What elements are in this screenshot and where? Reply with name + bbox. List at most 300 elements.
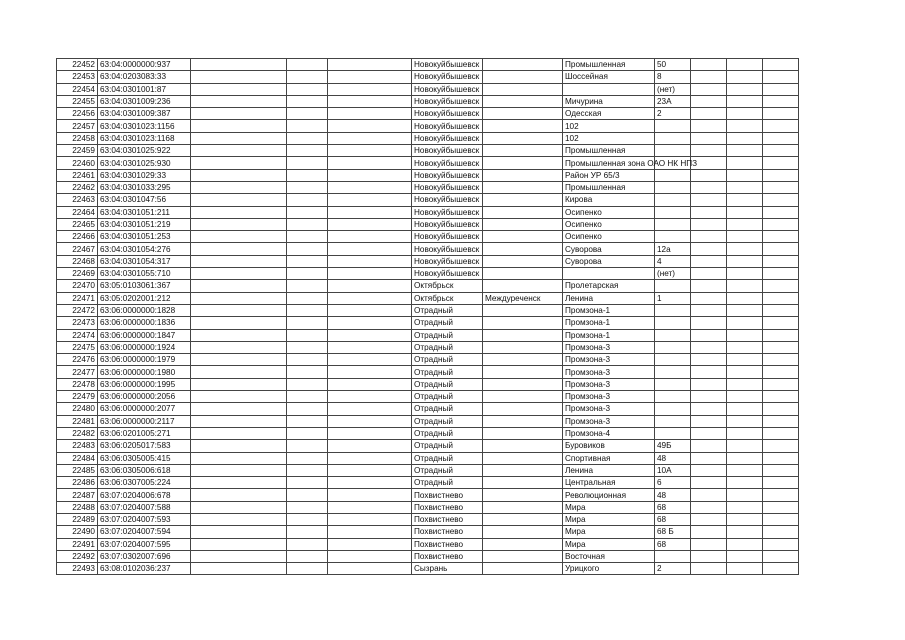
- empty-cell[interactable]: [763, 304, 799, 316]
- city-cell[interactable]: Похвистнево: [412, 501, 483, 513]
- house-cell[interactable]: 68: [655, 501, 691, 513]
- row-number-cell[interactable]: 22465: [57, 218, 98, 230]
- empty-cell[interactable]: [691, 440, 727, 452]
- empty-cell[interactable]: [287, 83, 328, 95]
- city-cell[interactable]: Отрадный: [412, 354, 483, 366]
- empty-cell[interactable]: [763, 427, 799, 439]
- street-cell[interactable]: Промзона-3: [563, 391, 655, 403]
- street-cell[interactable]: Промышленная: [563, 145, 655, 157]
- locality-cell[interactable]: [483, 452, 563, 464]
- empty-cell[interactable]: [727, 83, 763, 95]
- row-number-cell[interactable]: 22459: [57, 145, 98, 157]
- empty-cell[interactable]: [287, 415, 328, 427]
- empty-cell[interactable]: [691, 526, 727, 538]
- empty-cell[interactable]: [191, 194, 287, 206]
- empty-cell[interactable]: [763, 231, 799, 243]
- empty-cell[interactable]: [727, 513, 763, 525]
- row-number-cell[interactable]: 22490: [57, 526, 98, 538]
- house-cell[interactable]: [655, 329, 691, 341]
- empty-cell[interactable]: [763, 489, 799, 501]
- street-cell[interactable]: Осипенко: [563, 231, 655, 243]
- cadastral-number-cell[interactable]: 63:04:0301025:922: [98, 145, 191, 157]
- empty-cell[interactable]: [287, 538, 328, 550]
- house-cell[interactable]: 10А: [655, 464, 691, 476]
- empty-cell[interactable]: [191, 145, 287, 157]
- locality-cell[interactable]: [483, 268, 563, 280]
- empty-cell[interactable]: [691, 563, 727, 575]
- row-number-cell[interactable]: 22485: [57, 464, 98, 476]
- empty-cell[interactable]: [287, 329, 328, 341]
- locality-cell[interactable]: [483, 59, 563, 71]
- empty-cell[interactable]: [191, 120, 287, 132]
- locality-cell[interactable]: [483, 194, 563, 206]
- empty-cell[interactable]: [691, 132, 727, 144]
- city-cell[interactable]: Отрадный: [412, 415, 483, 427]
- cadastral-number-cell[interactable]: 63:08:0102036:237: [98, 563, 191, 575]
- empty-cell[interactable]: [191, 378, 287, 390]
- cadastral-number-cell[interactable]: 63:07:0302007:696: [98, 550, 191, 562]
- empty-cell[interactable]: [727, 415, 763, 427]
- empty-cell[interactable]: [727, 538, 763, 550]
- empty-cell[interactable]: [763, 513, 799, 525]
- city-cell[interactable]: Отрадный: [412, 427, 483, 439]
- house-cell[interactable]: (нет): [655, 268, 691, 280]
- city-cell[interactable]: Отрадный: [412, 464, 483, 476]
- street-cell[interactable]: Урицкого: [563, 563, 655, 575]
- empty-cell[interactable]: [191, 366, 287, 378]
- empty-cell[interactable]: [287, 108, 328, 120]
- street-cell[interactable]: Революционная: [563, 489, 655, 501]
- empty-cell[interactable]: [691, 108, 727, 120]
- street-cell[interactable]: Промзона-1: [563, 317, 655, 329]
- city-cell[interactable]: Похвистнево: [412, 489, 483, 501]
- empty-cell[interactable]: [727, 440, 763, 452]
- empty-cell[interactable]: [727, 329, 763, 341]
- city-cell[interactable]: Новокуйбышевск: [412, 268, 483, 280]
- row-number-cell[interactable]: 22493: [57, 563, 98, 575]
- empty-cell[interactable]: [328, 550, 412, 562]
- empty-cell[interactable]: [691, 415, 727, 427]
- empty-cell[interactable]: [191, 181, 287, 193]
- empty-cell[interactable]: [328, 280, 412, 292]
- house-cell[interactable]: [655, 169, 691, 181]
- cadastral-number-cell[interactable]: 63:05:0202001:212: [98, 292, 191, 304]
- empty-cell[interactable]: [328, 489, 412, 501]
- street-cell[interactable]: Суворова: [563, 255, 655, 267]
- empty-cell[interactable]: [763, 391, 799, 403]
- empty-cell[interactable]: [727, 181, 763, 193]
- empty-cell[interactable]: [691, 391, 727, 403]
- empty-cell[interactable]: [287, 513, 328, 525]
- cadastral-number-cell[interactable]: 63:06:0000000:1979: [98, 354, 191, 366]
- empty-cell[interactable]: [287, 501, 328, 513]
- house-cell[interactable]: 2: [655, 108, 691, 120]
- empty-cell[interactable]: [287, 317, 328, 329]
- city-cell[interactable]: Новокуйбышевск: [412, 59, 483, 71]
- empty-cell[interactable]: [691, 120, 727, 132]
- street-cell[interactable]: Восточная: [563, 550, 655, 562]
- empty-cell[interactable]: [763, 415, 799, 427]
- empty-cell[interactable]: [691, 71, 727, 83]
- empty-cell[interactable]: [328, 59, 412, 71]
- street-cell[interactable]: Ленина: [563, 292, 655, 304]
- empty-cell[interactable]: [727, 95, 763, 107]
- cadastral-number-cell[interactable]: 63:06:0000000:1995: [98, 378, 191, 390]
- locality-cell[interactable]: [483, 415, 563, 427]
- row-number-cell[interactable]: 22481: [57, 415, 98, 427]
- row-number-cell[interactable]: 22462: [57, 181, 98, 193]
- empty-cell[interactable]: [328, 317, 412, 329]
- locality-cell[interactable]: [483, 145, 563, 157]
- locality-cell[interactable]: [483, 513, 563, 525]
- city-cell[interactable]: Новокуйбышевск: [412, 108, 483, 120]
- empty-cell[interactable]: [763, 329, 799, 341]
- locality-cell[interactable]: [483, 95, 563, 107]
- empty-cell[interactable]: [191, 329, 287, 341]
- empty-cell[interactable]: [691, 489, 727, 501]
- locality-cell[interactable]: [483, 108, 563, 120]
- city-cell[interactable]: Сызрань: [412, 563, 483, 575]
- empty-cell[interactable]: [328, 526, 412, 538]
- empty-cell[interactable]: [727, 452, 763, 464]
- empty-cell[interactable]: [763, 120, 799, 132]
- locality-cell[interactable]: [483, 440, 563, 452]
- empty-cell[interactable]: [691, 304, 727, 316]
- empty-cell[interactable]: [727, 378, 763, 390]
- empty-cell[interactable]: [328, 477, 412, 489]
- locality-cell[interactable]: [483, 304, 563, 316]
- cadastral-number-cell[interactable]: 63:07:0204007:593: [98, 513, 191, 525]
- house-cell[interactable]: [655, 427, 691, 439]
- empty-cell[interactable]: [191, 403, 287, 415]
- house-cell[interactable]: [655, 218, 691, 230]
- house-cell[interactable]: 1: [655, 292, 691, 304]
- house-cell[interactable]: [655, 354, 691, 366]
- cadastral-number-cell[interactable]: 63:07:0204007:594: [98, 526, 191, 538]
- cadastral-number-cell[interactable]: 63:06:0000000:2117: [98, 415, 191, 427]
- empty-cell[interactable]: [287, 378, 328, 390]
- street-cell[interactable]: Промышленная зона ОАО НК НПЗ: [563, 157, 655, 169]
- house-cell[interactable]: [655, 194, 691, 206]
- empty-cell[interactable]: [287, 354, 328, 366]
- empty-cell[interactable]: [691, 341, 727, 353]
- empty-cell[interactable]: [287, 550, 328, 562]
- empty-cell[interactable]: [763, 169, 799, 181]
- locality-cell[interactable]: [483, 132, 563, 144]
- empty-cell[interactable]: [191, 440, 287, 452]
- empty-cell[interactable]: [691, 292, 727, 304]
- empty-cell[interactable]: [763, 132, 799, 144]
- empty-cell[interactable]: [191, 280, 287, 292]
- street-cell[interactable]: Промзона-3: [563, 366, 655, 378]
- empty-cell[interactable]: [727, 489, 763, 501]
- empty-cell[interactable]: [287, 464, 328, 476]
- cadastral-number-cell[interactable]: 63:06:0307005:224: [98, 477, 191, 489]
- street-cell[interactable]: Промзона-4: [563, 427, 655, 439]
- cadastral-number-cell[interactable]: 63:04:0301023:1168: [98, 132, 191, 144]
- empty-cell[interactable]: [287, 563, 328, 575]
- row-number-cell[interactable]: 22467: [57, 243, 98, 255]
- empty-cell[interactable]: [287, 280, 328, 292]
- row-number-cell[interactable]: 22458: [57, 132, 98, 144]
- row-number-cell[interactable]: 22466: [57, 231, 98, 243]
- street-cell[interactable]: Мира: [563, 513, 655, 525]
- locality-cell[interactable]: [483, 378, 563, 390]
- empty-cell[interactable]: [191, 354, 287, 366]
- empty-cell[interactable]: [763, 440, 799, 452]
- empty-cell[interactable]: [191, 477, 287, 489]
- empty-cell[interactable]: [191, 427, 287, 439]
- empty-cell[interactable]: [691, 427, 727, 439]
- city-cell[interactable]: Отрадный: [412, 304, 483, 316]
- empty-cell[interactable]: [328, 169, 412, 181]
- empty-cell[interactable]: [727, 341, 763, 353]
- city-cell[interactable]: Новокуйбышевск: [412, 181, 483, 193]
- city-cell[interactable]: Новокуйбышевск: [412, 231, 483, 243]
- empty-cell[interactable]: [191, 231, 287, 243]
- empty-cell[interactable]: [763, 501, 799, 513]
- house-cell[interactable]: [655, 550, 691, 562]
- row-number-cell[interactable]: 22461: [57, 169, 98, 181]
- locality-cell[interactable]: [483, 181, 563, 193]
- house-cell[interactable]: 23А: [655, 95, 691, 107]
- empty-cell[interactable]: [763, 95, 799, 107]
- cadastral-number-cell[interactable]: 63:04:0301055:710: [98, 268, 191, 280]
- empty-cell[interactable]: [763, 59, 799, 71]
- empty-cell[interactable]: [763, 317, 799, 329]
- empty-cell[interactable]: [691, 59, 727, 71]
- empty-cell[interactable]: [287, 243, 328, 255]
- empty-cell[interactable]: [287, 391, 328, 403]
- locality-cell[interactable]: Междуреченск: [483, 292, 563, 304]
- empty-cell[interactable]: [287, 366, 328, 378]
- city-cell[interactable]: Отрадный: [412, 366, 483, 378]
- empty-cell[interactable]: [287, 231, 328, 243]
- cadastral-number-cell[interactable]: 63:06:0000000:1828: [98, 304, 191, 316]
- street-cell[interactable]: [563, 83, 655, 95]
- empty-cell[interactable]: [287, 59, 328, 71]
- empty-cell[interactable]: [691, 169, 727, 181]
- empty-cell[interactable]: [191, 169, 287, 181]
- empty-cell[interactable]: [328, 268, 412, 280]
- empty-cell[interactable]: [328, 292, 412, 304]
- cadastral-number-cell[interactable]: 63:04:0301023:1156: [98, 120, 191, 132]
- empty-cell[interactable]: [691, 464, 727, 476]
- house-cell[interactable]: (нет): [655, 83, 691, 95]
- empty-cell[interactable]: [727, 550, 763, 562]
- locality-cell[interactable]: [483, 169, 563, 181]
- row-number-cell[interactable]: 22470: [57, 280, 98, 292]
- empty-cell[interactable]: [191, 59, 287, 71]
- empty-cell[interactable]: [328, 83, 412, 95]
- house-cell[interactable]: [655, 304, 691, 316]
- cadastral-number-cell[interactable]: 63:06:0000000:2056: [98, 391, 191, 403]
- empty-cell[interactable]: [328, 231, 412, 243]
- street-cell[interactable]: Мичурина: [563, 95, 655, 107]
- house-cell[interactable]: [655, 132, 691, 144]
- cadastral-number-cell[interactable]: 63:04:0301009:387: [98, 108, 191, 120]
- locality-cell[interactable]: [483, 83, 563, 95]
- house-cell[interactable]: [655, 280, 691, 292]
- row-number-cell[interactable]: 22477: [57, 366, 98, 378]
- empty-cell[interactable]: [691, 83, 727, 95]
- empty-cell[interactable]: [287, 341, 328, 353]
- empty-cell[interactable]: [328, 563, 412, 575]
- row-number-cell[interactable]: 22468: [57, 255, 98, 267]
- cadastral-number-cell[interactable]: 63:04:0301054:317: [98, 255, 191, 267]
- empty-cell[interactable]: [287, 403, 328, 415]
- city-cell[interactable]: Похвистнево: [412, 538, 483, 550]
- empty-cell[interactable]: [763, 108, 799, 120]
- empty-cell[interactable]: [287, 526, 328, 538]
- empty-cell[interactable]: [328, 440, 412, 452]
- empty-cell[interactable]: [763, 181, 799, 193]
- row-number-cell[interactable]: 22489: [57, 513, 98, 525]
- city-cell[interactable]: Новокуйбышевск: [412, 95, 483, 107]
- empty-cell[interactable]: [328, 538, 412, 550]
- street-cell[interactable]: Буровиков: [563, 440, 655, 452]
- street-cell[interactable]: 102: [563, 132, 655, 144]
- city-cell[interactable]: Похвистнево: [412, 550, 483, 562]
- empty-cell[interactable]: [727, 280, 763, 292]
- street-cell[interactable]: Промышленная: [563, 59, 655, 71]
- empty-cell[interactable]: [191, 95, 287, 107]
- empty-cell[interactable]: [328, 403, 412, 415]
- city-cell[interactable]: Отрадный: [412, 317, 483, 329]
- cadastral-number-cell[interactable]: 63:04:0301009:236: [98, 95, 191, 107]
- empty-cell[interactable]: [727, 132, 763, 144]
- cadastral-number-cell[interactable]: 63:07:0204007:588: [98, 501, 191, 513]
- house-cell[interactable]: [655, 206, 691, 218]
- empty-cell[interactable]: [287, 169, 328, 181]
- empty-cell[interactable]: [763, 538, 799, 550]
- empty-cell[interactable]: [328, 329, 412, 341]
- empty-cell[interactable]: [763, 563, 799, 575]
- empty-cell[interactable]: [727, 526, 763, 538]
- house-cell[interactable]: 50: [655, 59, 691, 71]
- empty-cell[interactable]: [328, 427, 412, 439]
- row-number-cell[interactable]: 22472: [57, 304, 98, 316]
- empty-cell[interactable]: [727, 206, 763, 218]
- empty-cell[interactable]: [763, 292, 799, 304]
- empty-cell[interactable]: [763, 403, 799, 415]
- empty-cell[interactable]: [727, 59, 763, 71]
- empty-cell[interactable]: [328, 157, 412, 169]
- city-cell[interactable]: Отрадный: [412, 341, 483, 353]
- locality-cell[interactable]: [483, 526, 563, 538]
- empty-cell[interactable]: [763, 452, 799, 464]
- house-cell[interactable]: [655, 403, 691, 415]
- empty-cell[interactable]: [691, 181, 727, 193]
- street-cell[interactable]: Промзона-3: [563, 415, 655, 427]
- street-cell[interactable]: Район УР 65/3: [563, 169, 655, 181]
- empty-cell[interactable]: [328, 255, 412, 267]
- street-cell[interactable]: 102: [563, 120, 655, 132]
- empty-cell[interactable]: [727, 354, 763, 366]
- city-cell[interactable]: Новокуйбышевск: [412, 120, 483, 132]
- empty-cell[interactable]: [191, 206, 287, 218]
- empty-cell[interactable]: [727, 391, 763, 403]
- empty-cell[interactable]: [727, 304, 763, 316]
- house-cell[interactable]: 12а: [655, 243, 691, 255]
- row-number-cell[interactable]: 22480: [57, 403, 98, 415]
- street-cell[interactable]: Промышленная: [563, 181, 655, 193]
- cadastral-number-cell[interactable]: 63:07:0204007:595: [98, 538, 191, 550]
- empty-cell[interactable]: [328, 452, 412, 464]
- empty-cell[interactable]: [287, 145, 328, 157]
- empty-cell[interactable]: [727, 427, 763, 439]
- empty-cell[interactable]: [727, 317, 763, 329]
- empty-cell[interactable]: [191, 391, 287, 403]
- empty-cell[interactable]: [691, 403, 727, 415]
- house-cell[interactable]: 6: [655, 477, 691, 489]
- empty-cell[interactable]: [328, 120, 412, 132]
- cadastral-number-cell[interactable]: 63:04:0301001:87: [98, 83, 191, 95]
- city-cell[interactable]: Октябрьск: [412, 280, 483, 292]
- cadastral-number-cell[interactable]: 63:04:0301033:295: [98, 181, 191, 193]
- row-number-cell[interactable]: 22492: [57, 550, 98, 562]
- house-cell[interactable]: 48: [655, 452, 691, 464]
- empty-cell[interactable]: [763, 218, 799, 230]
- empty-cell[interactable]: [691, 280, 727, 292]
- empty-cell[interactable]: [691, 378, 727, 390]
- house-cell[interactable]: [655, 378, 691, 390]
- city-cell[interactable]: Отрадный: [412, 477, 483, 489]
- city-cell[interactable]: Новокуйбышевск: [412, 169, 483, 181]
- empty-cell[interactable]: [727, 366, 763, 378]
- row-number-cell[interactable]: 22475: [57, 341, 98, 353]
- city-cell[interactable]: Октябрьск: [412, 292, 483, 304]
- city-cell[interactable]: Новокуйбышевск: [412, 243, 483, 255]
- house-cell[interactable]: 4: [655, 255, 691, 267]
- empty-cell[interactable]: [191, 317, 287, 329]
- empty-cell[interactable]: [691, 255, 727, 267]
- empty-cell[interactable]: [287, 440, 328, 452]
- locality-cell[interactable]: [483, 341, 563, 353]
- empty-cell[interactable]: [727, 464, 763, 476]
- street-cell[interactable]: Промзона-1: [563, 304, 655, 316]
- empty-cell[interactable]: [328, 513, 412, 525]
- locality-cell[interactable]: [483, 538, 563, 550]
- locality-cell[interactable]: [483, 280, 563, 292]
- cadastral-number-cell[interactable]: 63:04:0000000:937: [98, 59, 191, 71]
- empty-cell[interactable]: [191, 83, 287, 95]
- city-cell[interactable]: Похвистнево: [412, 513, 483, 525]
- empty-cell[interactable]: [191, 132, 287, 144]
- empty-cell[interactable]: [287, 157, 328, 169]
- locality-cell[interactable]: [483, 366, 563, 378]
- empty-cell[interactable]: [191, 218, 287, 230]
- city-cell[interactable]: Новокуйбышевск: [412, 71, 483, 83]
- street-cell[interactable]: Одесская: [563, 108, 655, 120]
- locality-cell[interactable]: [483, 354, 563, 366]
- locality-cell[interactable]: [483, 563, 563, 575]
- empty-cell[interactable]: [727, 194, 763, 206]
- locality-cell[interactable]: [483, 157, 563, 169]
- house-cell[interactable]: [655, 391, 691, 403]
- empty-cell[interactable]: [328, 145, 412, 157]
- street-cell[interactable]: Промзона-3: [563, 403, 655, 415]
- cadastral-number-cell[interactable]: 63:04:0301029:33: [98, 169, 191, 181]
- cadastral-number-cell[interactable]: 63:04:0301047:56: [98, 194, 191, 206]
- empty-cell[interactable]: [691, 366, 727, 378]
- house-cell[interactable]: [655, 366, 691, 378]
- street-cell[interactable]: Пролетарская: [563, 280, 655, 292]
- cadastral-number-cell[interactable]: 63:04:0301025:930: [98, 157, 191, 169]
- empty-cell[interactable]: [763, 206, 799, 218]
- row-number-cell[interactable]: 22487: [57, 489, 98, 501]
- locality-cell[interactable]: [483, 550, 563, 562]
